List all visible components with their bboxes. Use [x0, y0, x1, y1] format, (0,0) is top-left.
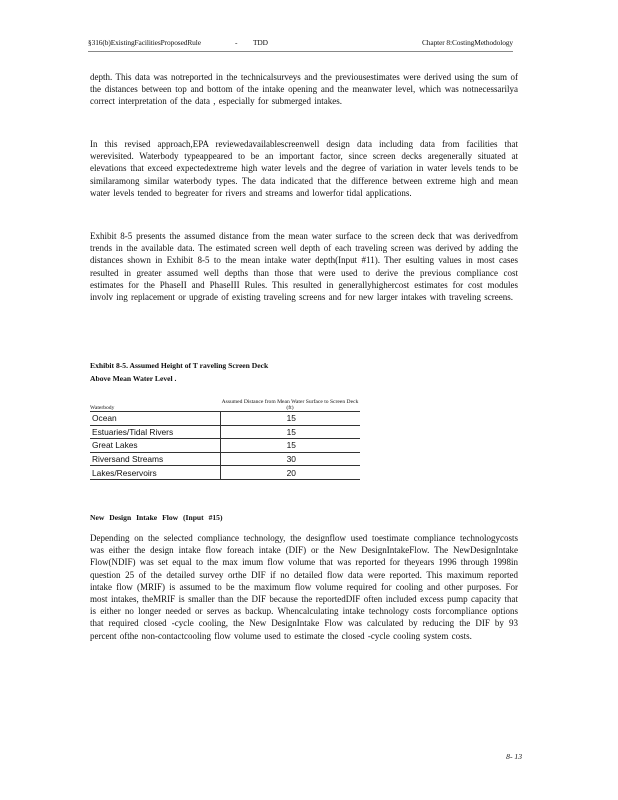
cell-distance: 15 [220, 439, 360, 453]
header-tdd: TDD [253, 38, 268, 47]
column-header-distance: Assumed Distance from Mean Water Surface to Screen Deck (ft) [221, 399, 359, 411]
cell-waterbody: Estuaries/Tidal Rivers [90, 425, 220, 439]
paragraph-exhibit-description: Exhibit 8-5 presents the assumed distance from the mean water surface to the screen deck that was derivedfrom trends in the available data. The estimated screen well depth of each traveling screen was derived by adding the distances shown in Exhibit 8-5 to the mean intake water depth(Input #11). Ther esulting values in most cases resulted in greater assumed well depths than those that were used to derive the previous compliance cost estimates for the PhaseII and PhaseIII Rules. This resulted in generallyhighercost estimates for cost modules involv ing replacement or upgrade of existing traveling screens and for new larger intakes with traveling screens. [90, 231, 518, 303]
exhibit-caption [90, 359, 390, 385]
table-header-row [90, 389, 360, 412]
paragraph-depth-data: depth. This data was notreported in the technicalsurveys and the previousestimates were derived using the sum of the distances between top and bottom of the intake opening and the meanwater level, which was notnecessarilya correct interpretation of the data , especially for submerged intakes. [90, 72, 518, 107]
header-separator: - [235, 38, 238, 47]
page-number: 8- 13 [506, 752, 522, 761]
cell-distance: 30 [220, 452, 360, 466]
cell-distance: 15 [220, 412, 360, 426]
cell-waterbody: Great Lakes [90, 439, 220, 453]
table-row [90, 425, 360, 439]
exhibit-caption-line2: Above Mean Water Level . [90, 374, 177, 383]
column-header-waterbody: Waterbody [90, 405, 115, 411]
table-row [90, 412, 360, 426]
running-header [88, 38, 513, 50]
exhibit-table [90, 389, 360, 480]
cell-waterbody: Ocean [90, 412, 220, 426]
cell-distance: 20 [220, 466, 360, 480]
header-chapter: Chapter 8:CostingMethodology [421, 38, 513, 47]
exhibit-caption-line1: Exhibit 8-5. Assumed Height of T raveling Screen Deck [90, 361, 269, 370]
section-subheading: New Design Intake Flow (Input #15) [90, 513, 223, 522]
header-rule [88, 51, 513, 52]
header-document-title: §316(b)ExistingFacilitiesProposedRule [88, 38, 201, 47]
paragraph-revised-approach: In this revised approach,EPA reviewedavailablescreenwell design data including data from facilities that werevisited. Waterbody typeappeared to be an important factor, since screen decks aregenerally situated at elevations that exceed expectedextreme high water levels and the degree of variation in water levels tends to be similaramong similar waterbody types. The data indicated that the difference between extreme high and mean water levels tended to begreater for rivers and streams and lowerfor tidal applications. [90, 139, 518, 198]
paragraph-design-intake-flow: Depending on the selected compliance technology, the designflow used toestimate compliance technologycosts was either the design intake flow foreach intake (DIF) or the New DesignIntakeFlow. The NewDesignIntake Flow(NDIF) was set equal to the max imum flow volume that was reported for theyears 1996 through 1998in question 25 of the detailed survey orthe DIF if no detailed flow data were reported. This maximum reported intake flow (MRIF) is assumed to be the maximum flow volume required for cooling and other purposes. For most intakes, theMRIF is smaller than the DIF because the reportedDIF often included excess pump capacity that is either no longer needed or serves as backup. Whencalculating intake technology costs forcompliance options that required closed -cycle cooling, the New DesignIntake Flow was calculated by reducing the DIF by 93 percent ofthe non-contactcooling flow volume used to estimate the closed -cycle cooling system costs. [90, 533, 518, 641]
cell-distance: 15 [220, 425, 360, 439]
table-row [90, 439, 360, 453]
cell-waterbody: Riversand Streams [90, 452, 220, 466]
cell-waterbody: Lakes/Reservoirs [90, 466, 220, 480]
table-row [90, 466, 360, 480]
table-row [90, 452, 360, 466]
